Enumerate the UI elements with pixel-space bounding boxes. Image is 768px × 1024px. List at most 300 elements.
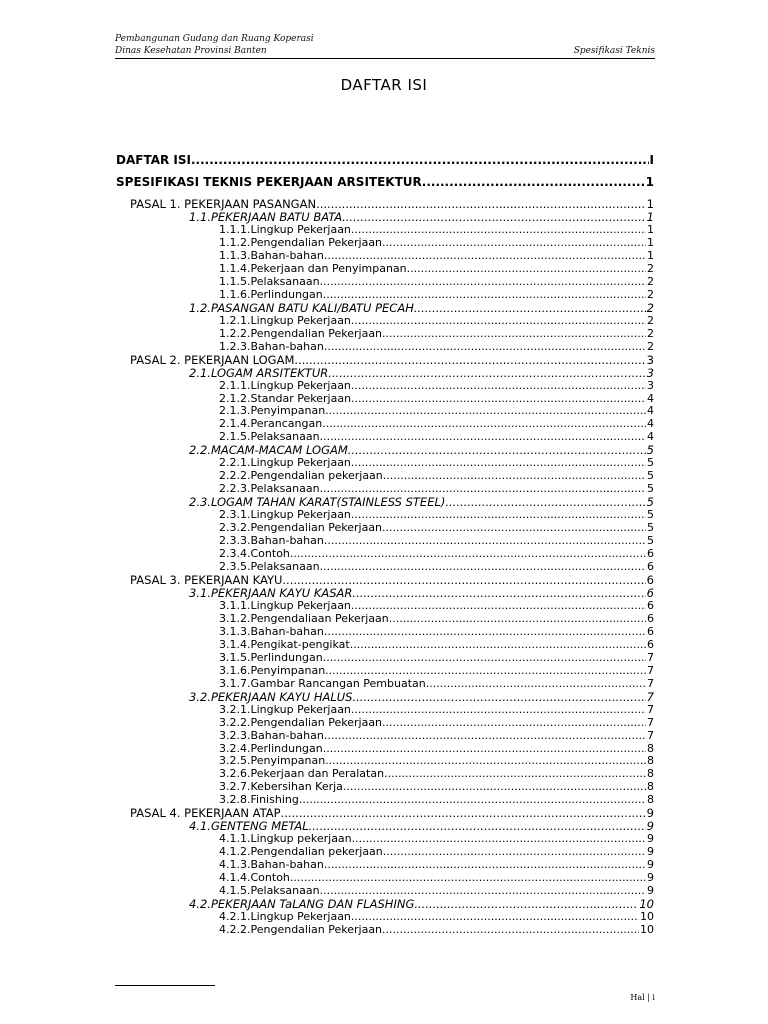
toc-entry-title: PASAL 3. PEKERJAAN KAYU [130,573,283,587]
toc-entry-title: Pelaksanaan [250,275,320,288]
toc-entry-title: Pengikat-pengikat [250,638,350,651]
toc-entry-page: 6 [647,625,654,638]
toc-entry-title: Lingkup Pekerjaan [250,599,351,612]
toc-entry-item[interactable] [116,743,654,756]
dot-leader [324,859,646,872]
toc-entry-page: 8 [647,768,654,781]
toc-entry-number: 1.1.2. [219,236,251,249]
toc-entry-item[interactable] [116,418,654,431]
toc-entry-item[interactable] [116,250,654,263]
toc-entry-item[interactable] [116,613,654,626]
toc-entry-top[interactable] [116,174,654,190]
toc-entry-pasal[interactable] [116,354,654,367]
toc-entry-pasal[interactable] [116,574,654,587]
toc-entry-page: 5 [647,535,654,548]
toc-entry-item[interactable] [116,328,654,341]
toc-entry-section[interactable] [116,302,654,315]
toc-entry-page: 8 [647,755,654,768]
toc-entry-number: 2.2. [189,444,211,458]
dot-leader [351,600,646,613]
toc-entry-item[interactable] [116,535,654,548]
toc-entry-number: 1.1. [189,211,211,224]
toc-entry-number: 3.1.3. [219,625,251,638]
dot-leader [383,846,646,859]
toc-entry-page: 5 [647,522,654,535]
toc-entry-page: 5 [647,509,654,522]
dot-leader [382,522,646,535]
toc-entry-item[interactable] [116,704,654,717]
toc-entry-number: 2.1.5. [219,431,251,444]
toc-entry-page: 9 [647,859,654,872]
dot-leader [384,768,646,781]
toc-entry-title: Perancangan [250,418,323,431]
toc-entry-title: Perlindungan [250,651,323,664]
toc-entry-number: 3.2.5. [219,755,251,768]
dot-leader [324,626,646,639]
toc-entry-title: Bahan-bahan [250,729,324,742]
toc-entry-title: Standar Pekerjaan [250,392,352,405]
toc-entry-pasal[interactable] [116,198,654,211]
dot-leader [351,704,646,717]
toc-entry-page: 2 [646,301,654,315]
toc-entry-title: Lingkup Pekerjaan [250,224,351,236]
toc-entry-number: 2.3. [189,496,211,510]
toc-entry-page: 7 [647,677,654,690]
toc-entry-item[interactable] [116,665,654,678]
header-project-name: Pembangunan Gudang dan Ruang Koperasi [115,34,314,44]
dot-leader [342,211,646,224]
toc-entry-page: 6 [647,548,654,561]
toc-entry-title: Lingkup Pekerjaan [250,314,351,327]
toc-entry-page: 3 [647,379,654,392]
toc-entry-number: 3.2.4. [219,742,251,755]
toc-entry-title: Pengendalian Pekerjaan [250,716,383,729]
toc-entry-number: 2.2.3. [219,483,251,496]
toc-entry-number: 3.2.1. [219,703,251,716]
toc-entry-item[interactable] [116,924,654,937]
toc-entry-title: PEKERJAAN KAYU HALUS [210,690,353,704]
toc-entry-item[interactable] [116,794,654,807]
toc-entry-number: 2.1. [189,366,211,380]
toc-entry-page: 6 [646,573,654,587]
toc-entry-item[interactable] [116,652,654,665]
dot-leader [325,755,646,768]
toc-entry-number: 3.2.3. [219,729,251,742]
toc-entry-item[interactable] [116,315,654,328]
toc-entry-number: 4.1. [189,820,211,834]
toc-entry-item[interactable] [116,768,654,781]
dot-leader [320,885,646,898]
toc-entry-title: Lingkup Pekerjaan [250,509,351,522]
toc-entry-item[interactable] [116,755,654,768]
toc-entry-page: 4 [647,418,654,431]
toc-entry-title: Lingkup Pekerjaan [250,379,351,392]
dot-leader [325,665,646,678]
toc-entry-item[interactable] [116,380,654,393]
dot-leader [414,898,638,911]
toc-entry-page: 9 [646,807,654,821]
toc-entry-title: Bahan-bahan [250,535,324,548]
toc-entry-page: 7 [647,703,654,716]
toc-entry-item[interactable] [116,885,654,898]
dot-leader [348,444,646,457]
toc-entry-title: Pekerjaan dan Peralatan [250,768,385,781]
dot-leader [351,393,646,406]
toc-entry-title: Perlindungan [250,742,323,755]
page-footer [115,985,655,1002]
dot-leader [323,743,646,756]
toc-entry-page: 8 [647,781,654,794]
toc-entry-title: Finishing [250,794,299,807]
page-number: Hal | i [630,993,655,1002]
dot-leader [389,613,646,626]
dot-leader [324,250,646,263]
toc-entry-title: MACAM-MACAM LOGAM [210,444,348,458]
dot-leader [191,152,649,168]
toc-entry-number: 4.1.4. [219,872,251,885]
toc-entry-title: LOGAM ARSITEKTUR [210,366,329,380]
dot-leader [352,587,645,600]
dot-leader [282,574,645,587]
dot-leader [351,509,646,522]
toc-entry-number: 2.1.3. [219,405,251,418]
toc-entry-item[interactable] [116,522,654,535]
toc-entry-section[interactable] [116,691,654,704]
toc-entry-page: 1 [646,198,654,211]
toc-entry-section[interactable] [116,898,654,911]
toc-entry-page: 3 [646,353,654,367]
toc-entry-page: 1 [647,236,654,249]
toc-entry-item[interactable] [116,470,654,483]
toc-entry-section[interactable] [116,211,654,224]
dot-leader [382,328,646,341]
toc-entry-page: 1 [647,249,654,262]
toc-entry-number: 4.2.1. [219,911,251,924]
toc-entry-page: 2 [647,262,654,275]
toc-entry-page: 7 [647,664,654,677]
dot-leader [320,483,646,496]
toc-entry-number: 2.1.1. [219,379,251,392]
toc-entry-title: Pelaksanaan [250,431,320,444]
header-document-type: Spesifikasi Teknis [573,46,655,56]
dot-leader [323,289,646,302]
toc-entry-title: Pekerjaan dan Penyimpanan [250,262,407,275]
toc-entry-page: 6 [647,561,654,574]
toc-entry-page: 6 [646,586,654,600]
toc-entry-title: SPESIFIKASI TEKNIS PEKERJAAN ARSITEKTUR [116,175,422,189]
toc-entry-page: 7 [647,716,654,729]
toc-entry-page: 7 [646,690,654,704]
dot-leader [383,470,646,483]
toc-entry-number: 4.2.2. [219,923,251,936]
toc-entry-title: Penyimpanan [250,755,326,768]
toc-entry-number: 3.2.2. [219,716,251,729]
toc-entry-page: 9 [646,820,654,834]
toc-entry-number: 3.1.6. [219,664,251,677]
toc-entry-title: Pengendalian Pekerjaan [250,522,383,535]
toc-entry-title: Kebersihan Kerja [250,781,343,794]
toc-entry-item[interactable] [116,626,654,639]
toc-entry-title: PASAL 2. PEKERJAAN LOGAM [130,353,295,367]
toc-entry-title: Penyimpanan [250,664,326,677]
toc-entry-item[interactable] [116,276,654,289]
dot-leader [324,730,646,743]
toc-entry-number: 4.2. [189,898,211,912]
toc-entry-number: 2.1.4. [219,418,251,431]
toc-entry-number: 4.1.3. [219,859,251,872]
toc-entry-title: Pelaksanaan [250,561,320,574]
dot-leader [323,652,646,665]
dot-leader [320,561,646,574]
dot-leader [407,263,646,276]
toc-entry-page: 1 [646,211,654,224]
toc-entry-number: 1.1.4. [219,262,251,275]
dot-leader [343,781,646,794]
dot-leader [426,678,646,691]
toc-entry-number: 2.1.2. [219,392,251,405]
dot-leader [351,224,646,237]
dot-leader [352,691,645,704]
toc-entry-title: Lingkup pekerjaan [250,833,352,846]
toc-entry-number: 3.1.1. [219,599,251,612]
toc-entry-title: Contoh [250,872,290,885]
dot-leader [299,794,646,807]
toc-entry-number: 1.1.1. [219,224,251,236]
toc-entry-number: 3.1.2. [219,612,251,625]
toc-entry-page: 5 [646,444,654,458]
toc-entry-page: 2 [647,340,654,353]
toc-entry-number: 3.2.6. [219,768,251,781]
toc-entry-item[interactable] [116,600,654,613]
toc-entry-number: 1.2.2. [219,327,251,340]
dot-leader [382,717,646,730]
table-of-contents [116,152,654,937]
dot-leader [324,341,646,354]
header-rule [115,58,655,59]
toc-entry-item[interactable] [116,431,654,444]
toc-entry-title: Bahan-bahan [250,625,324,638]
toc-entry-title: Bahan-bahan [250,340,324,353]
toc-entry-title: DAFTAR ISI [116,153,191,167]
toc-entry-page: 8 [647,794,654,807]
page-header [115,33,655,59]
toc-entry-page: 10 [639,898,654,912]
dot-leader [316,198,646,211]
toc-entry-title: PASAL 4. PEKERJAAN ATAP [130,807,281,821]
dot-leader [382,924,639,937]
toc-entry-page: 4 [647,431,654,444]
dot-leader [290,548,646,561]
toc-entry-page: 8 [647,742,654,755]
dot-leader [352,833,646,846]
toc-entry-item[interactable] [116,263,654,276]
dot-leader [320,276,646,289]
dot-leader [320,431,646,444]
toc-entry-title: Perlindungan [250,288,323,301]
toc-entry-number: 4.1.1. [219,833,251,846]
toc-entry-top[interactable] [116,152,654,168]
dot-leader [328,367,645,380]
toc-entry-title: Bahan-bahan [250,859,324,872]
toc-entry-number: 2.3.1. [219,509,251,522]
toc-entry-page: 9 [647,846,654,859]
toc-entry-page: 10 [640,911,654,924]
toc-entry-page: 4 [647,392,654,405]
toc-entry-title: Lingkup Pekerjaan [250,911,351,924]
dot-leader [290,872,646,885]
toc-entry-title: PASANGAN BATU KALI/BATU PECAH [210,301,414,315]
toc-entry-section[interactable] [116,496,654,509]
toc-entry-item[interactable] [116,509,654,522]
toc-entry-title: Pengendalian Pekerjaan [250,236,383,249]
toc-entry-number: 1.1.6. [219,288,251,301]
toc-entry-title: PEKERJAAN BATU BATA [210,211,343,224]
page-title: DAFTAR ISI [340,76,428,94]
toc-entry-title: LOGAM TAHAN KARAT(STAINLESS STEEL) [210,496,446,510]
toc-entry-page: 9 [647,885,654,898]
toc-entry-number: 2.3.5. [219,561,251,574]
dot-leader [322,418,646,431]
dot-leader [422,174,645,190]
toc-entry-page: 5 [647,483,654,496]
toc-entry-page: 5 [647,457,654,470]
toc-entry-item[interactable] [116,393,654,406]
toc-entry-page: 7 [647,651,654,664]
toc-entry-page: 6 [647,638,654,651]
dot-leader [350,639,646,652]
toc-entry-number: 1.2.1. [219,314,251,327]
toc-entry-title: Lingkup Pekerjaan [250,457,351,470]
toc-entry-page: 2 [647,314,654,327]
toc-entry-number: 3.1.5. [219,651,251,664]
toc-entry-number: 3.1.7. [219,677,251,690]
toc-entry-page: 9 [647,872,654,885]
toc-entry-number: 1.1.3. [219,249,251,262]
toc-entry-page: 6 [647,599,654,612]
toc-entry-item[interactable] [116,717,654,730]
toc-entry-title: Contoh [250,548,290,561]
toc-entry-item[interactable] [116,548,654,561]
toc-entry-number: 4.1.5. [219,885,251,898]
header-agency-name: Dinas Kesehatan Provinsi Banten [115,46,267,56]
toc-entry-number: 3.2.7. [219,781,251,794]
toc-entry-page: 2 [647,288,654,301]
toc-entry-page: 6 [647,612,654,625]
toc-entry-section[interactable] [116,587,654,600]
toc-entry-item[interactable] [116,859,654,872]
dot-leader [351,315,646,328]
toc-entry-number: 2.3.2. [219,522,251,535]
toc-entry-page: 7 [647,729,654,742]
toc-entry-title: Pelaksanaan [250,885,320,898]
toc-entry-item[interactable] [116,730,654,743]
toc-entry-item[interactable] [116,405,654,418]
toc-entry-number: 2.3.4. [219,548,251,561]
toc-entry-page: 1 [647,224,654,236]
toc-entry-title: PEKERJAAN TaLANG DAN FLASHING [210,898,415,912]
toc-entry-section[interactable] [116,444,654,457]
dot-leader [414,302,646,315]
toc-entry-pasal[interactable] [116,807,654,820]
toc-entry-page: 5 [646,496,654,510]
toc-entry-title: Lingkup Pekerjaan [250,703,351,716]
toc-entry-item[interactable] [116,911,654,924]
toc-entry-item[interactable] [116,237,654,250]
toc-entry-item[interactable] [116,289,654,302]
toc-entry-item[interactable] [116,457,654,470]
dot-leader [351,457,646,470]
toc-entry-title: Pengendalian Pekerjaan [250,327,383,340]
toc-entry-title: Gambar Rancangan Pembuatan [250,677,426,690]
toc-entry-item[interactable] [116,341,654,354]
toc-entry-title: Pengendalian Pekerjaan [250,923,383,936]
toc-entry-number: 3.2. [189,690,211,704]
toc-entry-title: Pelaksanaan [250,483,320,496]
toc-entry-title: Pengendalian pekerjaan [250,846,383,859]
footer-rule [115,985,215,986]
dot-leader [309,820,646,833]
toc-entry-number: 2.2.1. [219,457,251,470]
toc-entry-section[interactable] [116,367,654,380]
toc-entry-title: PEKERJAAN KAYU KASAR [210,586,353,600]
toc-entry-page: 3 [646,366,654,380]
toc-entry-page: I [649,153,654,167]
toc-entry-number: 1.1.5. [219,275,251,288]
toc-entry-section[interactable] [116,820,654,833]
toc-entry-item[interactable] [116,833,654,846]
dot-leader [382,237,646,250]
toc-entry-title: Bahan-bahan [250,249,324,262]
toc-entry-title: Pengendalian pekerjaan [250,470,383,483]
toc-entry-title: PASAL 1. PEKERJAAN PASANGAN [130,198,317,211]
toc-entry-page: 9 [647,833,654,846]
toc-entry-page: 5 [647,470,654,483]
dot-leader [351,911,639,924]
header-row [115,45,655,57]
dot-leader [325,405,646,418]
toc-entry-page: 1 [645,175,654,189]
toc-entry-item[interactable] [116,224,654,237]
toc-entry-page: 2 [647,327,654,340]
dot-leader [445,496,645,509]
toc-entry-item[interactable] [116,678,654,691]
toc-entry-item[interactable] [116,561,654,574]
toc-entry-number: 1.2. [189,301,211,315]
toc-entry-number: 2.2.2. [219,470,251,483]
toc-entry-item[interactable] [116,846,654,859]
toc-entry-page: 10 [640,923,654,936]
toc-entry-number: 3.2.8. [219,794,251,807]
toc-entry-title: Pengendaliaan Pekerjaan [250,612,389,625]
toc-entry-number: 3.1. [189,586,211,600]
toc-entry-number: 2.3.3. [219,535,251,548]
dot-leader [351,380,646,393]
toc-entry-page: 2 [647,275,654,288]
toc-entry-number: 4.1.2. [219,846,251,859]
toc-entry-item[interactable] [116,781,654,794]
toc-entry-page: 4 [647,405,654,418]
toc-entry-number: 1.2.3. [219,340,251,353]
toc-entry-item[interactable] [116,639,654,652]
toc-entry-item[interactable] [116,872,654,885]
toc-entry-number: 3.1.4. [219,638,251,651]
dot-leader [281,807,646,820]
dot-leader [324,535,646,548]
toc-entry-title: GENTENG METAL [210,820,309,834]
toc-entry-item[interactable] [116,483,654,496]
dot-leader [294,354,645,367]
toc-entry-title: Penyimpanan [250,405,326,418]
